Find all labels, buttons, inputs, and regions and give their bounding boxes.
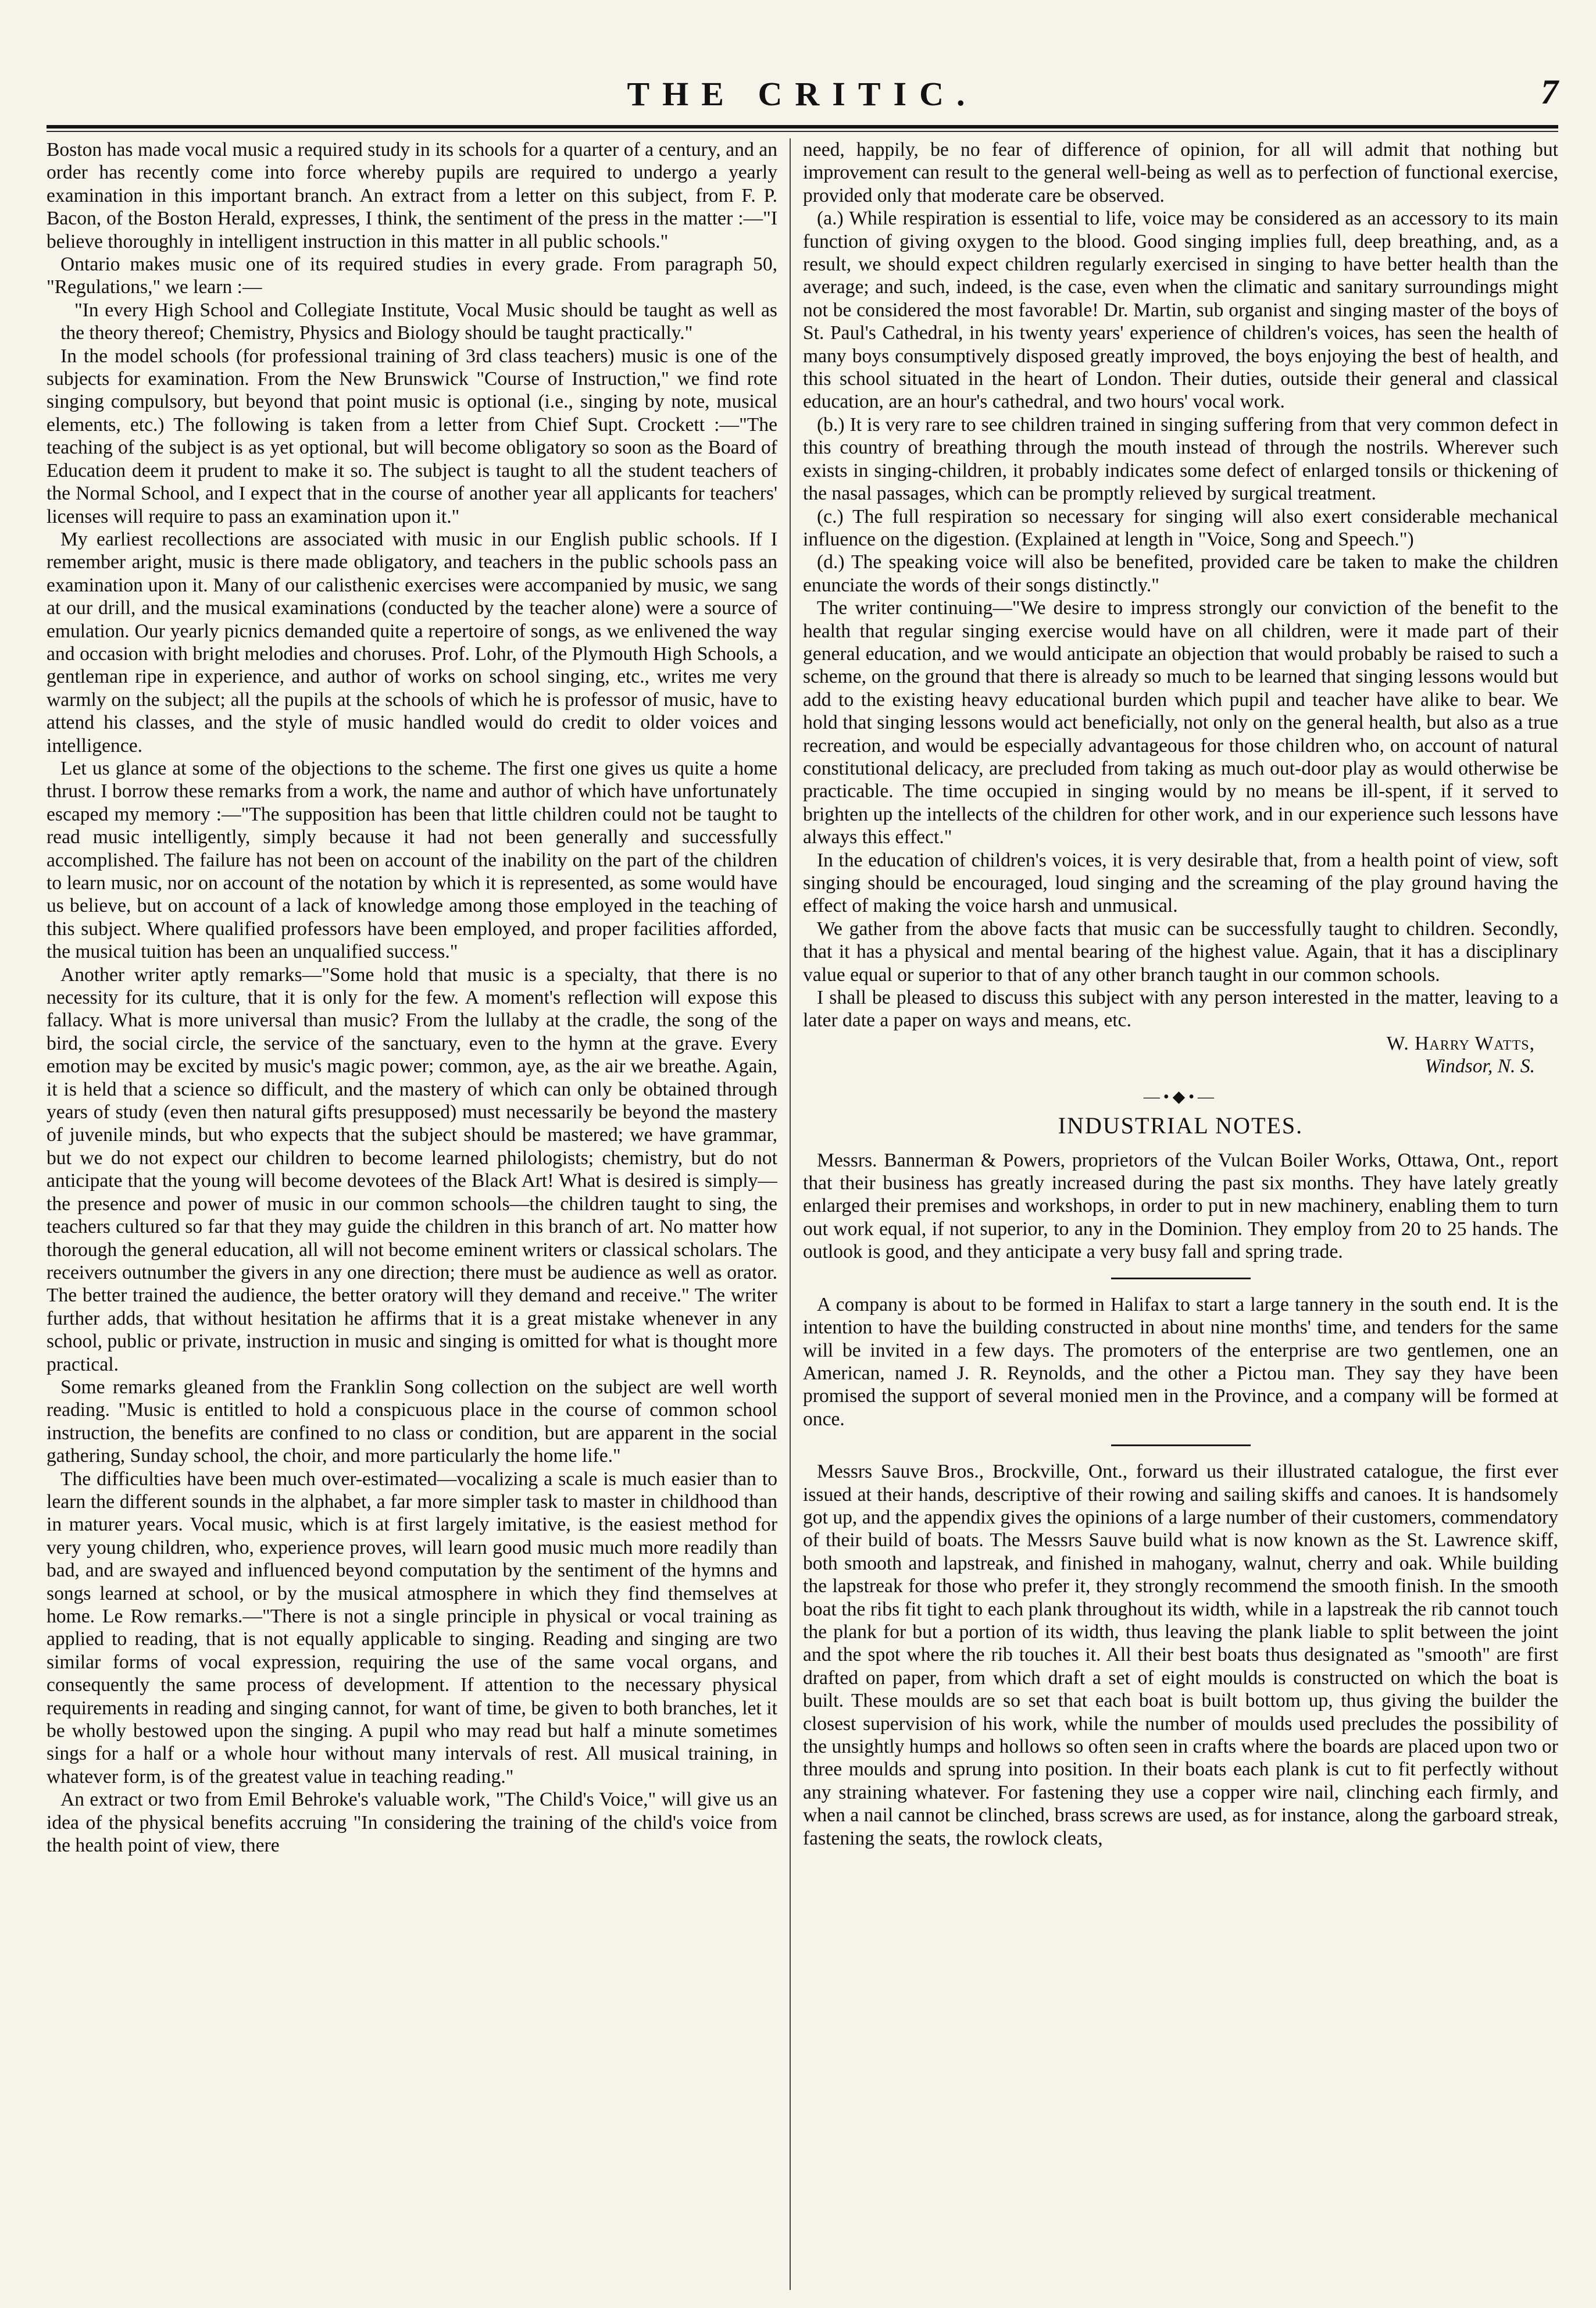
page-number: 7	[1541, 73, 1558, 111]
note-separator	[1111, 1444, 1251, 1446]
article-paragraph: Let us glance at some of the objections to the scheme. The first one gives us quite a home thrust. I borrow these remarks from a work, the name and author of which have unfortunately escaped my memory :—"The supposition has been that little children could not be taught to read music intelligently, simply because it had not been generally and successfully accomplished. The failure has not been on account of the inability on the part of the children to learn music, nor on account of the notation by which it is represented, as some would have us believe, but on account of a lack of knowledge among those employed in the teaching of this subject. Where qualified professors have been employed, and proper facilities afforded, the musical tuition has been an unqualified success."	[47, 757, 777, 963]
author-name: W. Harry Watts,	[1386, 1032, 1535, 1054]
article-paragraph: In the education of children's voices, it is very desirable that, from a health point of view, soft singing should be encouraged, loud singing and the screaming of the play ground having the effect of making the voice harsh and unmusical.	[803, 849, 1558, 917]
article-paragraph: (a.) While respiration is essential to life, voice may be considered as an accessory to its main function of giving oxygen to the blood. Good singing implies full, deep breathing, and, as a result, we should expect children regularly exercised in singing to have better health than the average; and such, indeed, is the case, even when the climatic and sanitary surroundings might not be considered the most favorable! Dr. Martin, sub organist and singing master of the boys of St. Paul's Cathedral, in his twenty years' experience of children's voices, has seen the health of many boys consumptively disposed greatly improved, the boys enjoying the best of health, and this school situated in the heart of London. Their duties, outside their general and classical education, are an hour's cathedral, and two hours' vocal work.	[803, 208, 1558, 413]
article-paragraph: Some remarks gleaned from the Franklin Song collection on the subject are well worth reading. "Music is entitled to hold a conspicuous place in the course of common school instruction, the benefits are confined to no class or condition, but are apparent in the social gathering, Sunday school, the choir, and more particularly the home life."	[47, 1376, 777, 1467]
publication-title: THE CRITIC.	[627, 75, 978, 113]
author-place: Windsor, N. S.	[1424, 1055, 1535, 1077]
article-paragraph: An extract or two from Emil Behroke's valuable work, "The Child's Voice," will give us an idea of the physical benefits accruing "In considering the training of the child's voice from the health point of view, there	[47, 1789, 777, 1857]
author-signature	[803, 1032, 1558, 1078]
article-paragraph: need, happily, be no fear of difference of opinion, for all will admit that nothing but improvement can result to the general well-being as well as to perfection of functional exercise, provided only that moderate care be observed.	[803, 139, 1558, 206]
article-quote: "In every High School and Collegiate Institute, Vocal Music should be taught as well as the theory thereof; Chemistry, Physics and Biology should be taught practically."	[60, 299, 777, 344]
article-paragraph: (b.) It is very rare to see children trained in singing suffering from that very common defect in this country of breathing through the mouth instead of through the nostrils. Wherever such exists in singing-children, it probably indicates some defect of enlarged tonsils or thickening of the nasal passages, which can be promptly relieved by surgical treatment.	[803, 413, 1558, 505]
article-paragraph: (c.) The full respiration so necessary for singing will also exert considerable mechanical influence on the digestion. (Explained at length in "Voice, Song and Speech.")	[803, 505, 1558, 550]
industrial-note: Messrs Sauve Bros., Brockville, Ont., forward us their illustrated catalogue, the first ever issued at their hands, descriptive of their rowing and sailing skiffs and canoes. It is handsomely got up, and the appendix gives the opinions of a large number of their customers, commendatory of their build of boats. The Messrs Sauve build what is now known as the St. Lawrence skiff, both smooth and lapstreak, and finished in mahogany, walnut, cherry and oak. While building the lapstreak for those who prefer it, they strongly recommend the smooth finish. In the smooth boat the ribs fit tight to each plank throughout its width, while in a lapstreak the rib cannot touch the plank for but a portion of its width, thus leaving the plank liable to split between the joint and the spot where the rib touches it. All their best boats thus designated as "smooth" are first drafted on paper, from which draft a set of eight moulds is constructed on which the boat is built. These moulds are so set that each boat is built bottom up, thus giving the builder the closest supervision of his work, while the number of moulds used precludes the possibility of the unsightly humps and hollows so often seen in crafts where the boards are placed upon two or three moulds and sprung into position. In their boats each plank is cut to fit perfectly without any straining whatever. For fastening they use a copper wire nail, clinching each firmly, and when a nail cannot be clinched, brass screws are used, as for instance, along the garboard streak, fastening the seats, the rowlock cleats,	[803, 1461, 1558, 1849]
divider-ornament: —•◆•—	[1143, 1087, 1218, 1106]
masthead	[47, 74, 1558, 128]
note-separator	[1111, 1278, 1251, 1279]
article-paragraph: Another writer aptly remarks—"Some hold that music is a specialty, that there is no necessity for its culture, that it is only for the few. A moment's reflection will expose this fallacy. What is more universal than music? From the lullaby at the cradle, the song of the bird, the social circle, the service of the sanctuary, even to the hymn at the grave. Every emotion may be excited by music's magic power; common, aye, as the air we breathe. Again, it is held that a science so difficult, and the mastery of which can only be obtained through years of study (even then natural gifts presupposed) must necessarily be beyond the mastery of juvenile minds, but who expects that the subject should be mastered; we have grammar, but we do not expect our children to become learned philologists; chemistry, but do not anticipate that the young will become devotees of the Black Art! What is desired is simply—the presence and power of music in our common schools—the children taught to sing, the teachers cultured so far that they may guide the children in this branch of art. No matter how thorough the general education, all will not become eminent writers or classical scholars. The receivers outnumber the givers in any one direction; there must be audience as well as orator. The better trained the audience, the better oratory will they demand and receive." The writer further adds, that without hesitation he affirms that it is a great mistake whenever in any school, public or private, instruction in music and singing is omitted for what is thought more practical.	[47, 964, 777, 1375]
article-paragraph: We gather from the above facts that music can be successfully taught to children. Secondly, that it has a physical and mental bearing of the highest value. Again, that it has a disciplinary value equal or superior to that of any other branch taught in our common schools.	[803, 918, 1558, 986]
right-column	[803, 138, 1558, 2290]
industrial-note: Messrs. Bannerman & Powers, proprietors of the Vulcan Boiler Works, Ottawa, Ont., report that their business has greatly increased during the past six months. They have lately greatly enlarged their premises and workshops, in order to put in new machinery, enabling them to turn out work equal, if not superior, to any in the Dominion. They employ from 20 to 25 hands. The outlook is good, and they anticipate a very busy fall and spring trade.	[803, 1149, 1558, 1263]
article-paragraph: I shall be pleased to discuss this subject with any person interested in the matter, leaving to a later date a paper on ways and means, etc.	[803, 987, 1558, 1032]
article-paragraph: My earliest recollections are associated with music in our English public schools. If I remember aright, music is there made obligatory, and teachers in the public schools pass an examination upon it. Many of our calisthenic exercises were accompanied by music, we sang at our drill, and the musical examinations (conducted by the teacher alone) were a source of emulation. Our yearly picnics demanded quite a repertoire of songs, as we enlivened the way and occasion with bright melodies and choruses. Prof. Lohr, of the Plymouth High Schools, a gentleman ripe in experience, and author of works on school singing, etc., writes me very warmly on the subject; all the pupils at the schools of which he is professor of music, have to attend his classes, and the style of music handled would do credit to older voices and intelligence.	[47, 528, 777, 757]
industrial-note: A company is about to be formed in Halifax to start a large tannery in the south end. It is the intention to have the building constructed in about nine months' time, and tenders for the same will be invited in a few days. The promoters of the enterprise are two gentlemen, one an American, named J. R. Reynolds, and the other a Pictou man. They say they have been promised the support of several monied men in the Province, and a company will be formed at once.	[803, 1293, 1558, 1430]
article-paragraph: (d.) The speaking voice will also be benefited, provided care be taken to make the children enunciate the words of their songs distinctly."	[803, 551, 1558, 596]
article-paragraph: The writer continuing—"We desire to impress strongly our conviction of the benefit to the health that regular singing exercise would have on all children, were it made part of their general education, and we would anticipate an objection that would probably be raised to such a scheme, on the ground that there is already so much to be learned that singing lessons would but add to the existing heavy educational burden which pupil and teacher have alike to bear. We hold that singing lessons would act beneficially, not only on the general health, but also as a true recreation, and would be especially advantageous for those children who, on account of natural constitutional delicacy, are precluded from taking as much out-door play as would otherwise be practicable. The time occupied in singing would by no means be ill-spent, if it served to brighten up the intellects of the children for other work, and in our experience such lessons have always this effect."	[803, 597, 1558, 848]
article-paragraph: Boston has made vocal music a required study in its schools for a quarter of a century, and an order has recently come into force whereby pupils are required to undergo a yearly examination in this important branch. An extract from a letter on this subject, from F. P. Bacon, of the Boston Herald, expresses, I think, the sentiment of the press in the matter :—"I believe thoroughly in intelligent instruction in this matter in all public schools."	[47, 139, 777, 252]
section-heading: INDUSTRIAL NOTES.	[1058, 1112, 1304, 1139]
column-divider	[790, 138, 791, 2290]
article-paragraph: Ontario makes music one of its required studies in every grade. From paragraph 50, "Regulations," we learn :—	[47, 254, 777, 298]
header-rule-thin	[47, 131, 1558, 132]
header-rule	[47, 125, 1558, 129]
left-column	[47, 138, 777, 2290]
article-paragraph: The difficulties have been much over-estimated—vocalizing a scale is much easier than to learn the different sounds in the alphabet, a far more simpler task to master in childhood than in maturer years. Vocal music, which is at first largely imitative, is the easiest method for very young children, who, experience proves, will learn good music much more readily than bad, and are swayed and influenced beyond computation by the sentiment of the hymns and songs learned at school, or by the musical atmosphere in which they find themselves at home. Le Row remarks.—"There is not a single principle in physical or vocal training as applied to reading, that is not equally applicable to singing. Reading and singing are two similar forms of vocal expression, requiring the use of the same vocal organs, and consequently the same process of development. If attention to the necessary physical requirements in reading and singing cannot, for want of time, be given to both branches, let it be wholly bestowed upon the singing. A pupil who may read but half a minute sometimes sings for a half or a whole hour without many intervals of rest. All musical training, in whatever form, is of the greatest value in teaching reading."	[47, 1468, 777, 1788]
article-paragraph: In the model schools (for professional training of 3rd class teachers) music is one of the subjects for examination. From the New Brunswick "Course of Instruction," we find rote singing compulsory, but beyond that point music is optional (i.e., singing by note, musical elements, etc.) The following is taken from a letter from Chief Supt. Crockett :—"The teaching of the subject is as yet optional, but will become obligatory so soon as the Board of Education deem it prudent to make it so. The subject is taught to all the student teachers of the Normal School, and I expect that in the course of another year all applicants for teachers' licenses will require to pass an examination upon it."	[47, 345, 777, 527]
